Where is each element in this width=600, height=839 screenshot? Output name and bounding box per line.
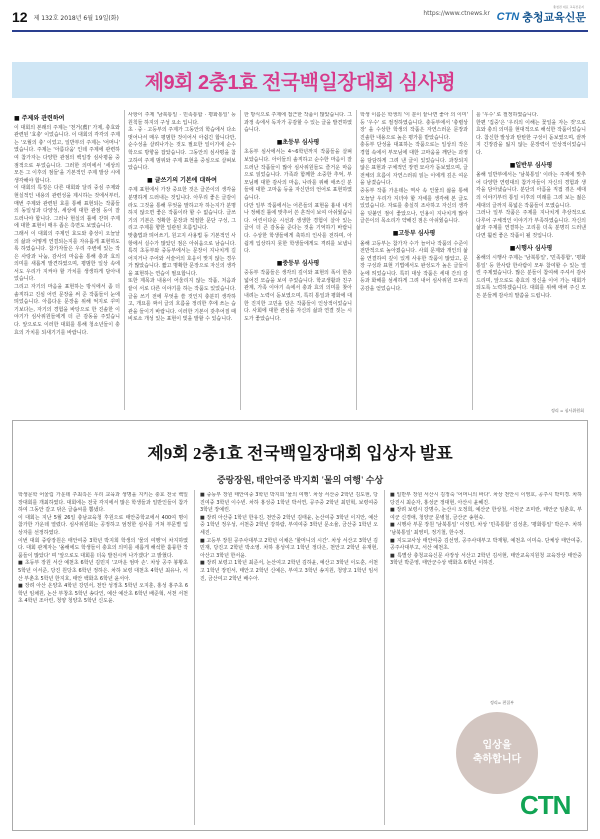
paragraph: 중등부 작품 가운데는 역사 속 인물의 삶을 통해 오늘날 우리가 지녀야 할 자세를 생각해 본 글도 있었습니다. 자료를 충실히 조사하고 자신의 생각을 덧붙인 점이 좋았으나, 인용이 지나치게 많아 글쓴이의 목소리가 약해진 점은 아쉬웠습니다. [360,187,468,225]
section-heading: ■ 주제와 관련하여 [14,115,65,122]
article2-headline: 제9회 2충1효 전국백일장대회 입상자 발표 [147,444,453,463]
article-headline-band [12,62,588,98]
brand-subtitle: 충청권 대표 교육전문지 [553,5,584,9]
article2-deck: 중랑장원, 태안여중 박지희 '물의 여행' 수상 [216,475,384,485]
brand-logo: CTN [496,11,520,23]
paragraph: 다만 일부 작품에서는 어른들의 표현을 흉내 내거나 정해진 틀에 맞추어 쓴 흔적이 보여 아쉬웠습니다. 어린이다운 시선과 생생한 경험이 살아 있는 글이 더 큰 감동을 준다는 것을 기억하기 바랍니다. 수상한 학생들에게 축하의 인사를 전하며, 아쉽게 입상하지 못한 학생들에게도 격려를 보냅니다. [244,202,352,255]
paragraph: 충등부 단성을 대표하는 작품으로는 일상의 작은 경험 속에서 부모님에 대한 고마움을 깨닫는 과정을 담담하게 그려 낸 글이 있었습니다. 과장되지 않은 표현과 구체적인 장면 묘사가 돋보였으며, 글 전체의 흐름이 자연스러워 읽는 이에게 깊은 여운을 남겼습니다. [360,142,468,187]
article1-credit: 정리 = 심사위원회 [551,408,584,413]
section-heading: ■ 글쓰기의 기본에 대하여 [147,176,217,184]
paragraph: 사항이 주제 '남북통일 · 민족통합 · 평화통일' 등 원칙들 하지의 구성 요소 입니다. [128,112,236,126]
paragraph: 한 방식으로 주제에 접근한 작품이 많았습니다. 그 과정 속에서 독자가 공감할 수 있는 글을 발견하였습니다. [244,112,352,134]
article1-column-2 [128,112,236,412]
paragraph: 이번 대회 중랑장원은 태안여중 3학년 박지희 학생의 '물의 여행'이 차지하였다. 대회 관계자는 '올해에도 학생들이 충효의 의미를 새롭게 해석한 훌륭한 작품들이 많았다' 며 '앞으로도 대회를 더욱 발전시켜 나가겠다' 고 밝혔다. [18,537,188,559]
column-divider [124,110,125,410]
column-divider [472,110,473,410]
brand-block [497,9,586,25]
paragraph: ■ 지도교사상 태안여중 김선영, 공주사대부고 박재형, 예천초 이미숙. 단체상 태안여중, 공주사대부고, 서산 예천초. [390,537,582,552]
column-divider [240,110,241,410]
badge-line-2: 축하합니다 [472,754,522,765]
paragraph: ■ 장려 보령시 강명수, 논산시 오정희, 예산군 한상철, 서천군 조미란, 태안군 임춘호, 부여군 신경애, 청양군 문병철, 금산군 송현숙. [390,507,582,521]
article1-column-1 [14,112,120,412]
column-divider [356,110,357,410]
badge-line-1: 입상을 [482,740,512,751]
paragraph: ■ 장려 아산중 1학년 한유진, 천안중 2학년 김태윤, 논산여중 3학년 이지안, 예산중 1학년 정우성, 서천중 2학년 강하람, 부여여중 3학년 문소율, 금산중 1학년 오세진. [200,514,378,536]
section-heading: ■시행사 심사평 [509,244,553,252]
ctn-logo: CTN [520,790,571,820]
issue-info: 제 132호 2018년 6월 19일(화) [33,14,119,22]
paragraph: 학생 이름은 학생의 '이 분이 끝나면 좋아 의 이미' 등 '우수' 로 절정하였습니다. 충등부에서 '충렬상장' 을 수상한 학생의 작품은 자연스러운 문장과 진솔한 내용으로 높은 평가를 받았습니다. [360,112,468,141]
paragraph: 그리고 자기의 마음을 표현하는 방식에서 좀 더 솔직하고 진심 어린 문장을 써 준 작품들이 눈에 띄었습니다. 아름다운 문장을 위해 억지로 꾸미기보다는, 자기의 경험을 바탕으로 한 진솔한 이야기가 심사위원들에게 더 큰 감동을 주었습니다. 앞으로도 이러한 대회를 통해 청소년들이 충효의 가치를 되새기기를 바랍니다. [14,284,120,336]
paragraph: ■ 특별상 충청교육신문 사장상 서산고 2학년 김서현, 태안교육지원청 교육장상 태안중 3학년 박준영, 태안군수상 백화초 6학년 이하진. [390,552,582,567]
paragraph: 초 · 중 · 고등부의 주제가 그동안의 학습에서 다소 벗어나서 매우 평범한 것이어서 아쉽긴 합니다만, 순수성을 살려나가는 것도 필요한 일이기에 순수 학으로 방향을 잡았습니다. 그동안의 심사평을 참고하여 주제 범위와 주제 표현을 중심으로 살펴보았습니다. [128,127,236,172]
paragraph: 올해의 시행사 주제는 '남북통일', '민족통합', '평화통일' 등 한사람 한사람이 모두 참여할 수 있는 열린 주제였습니다. 많은 분들이 참여해 주셔서 감사드리며, 앞으로도 충효의 정신을 이어 가는 대회가 되도록 노력하겠습니다. 대회를 위해 애써 주신 모든 분들께 감사의 말씀을 드립니다. [476,255,586,300]
article1-column-5 [476,112,586,412]
section-heading: ■중등부 심사평 [276,259,320,267]
site-url[interactable]: https://www.ctnews.kr [423,10,490,17]
paragraph: 그러나 일부 작품은 주제를 지나치게 추상적으로 다루어 구체적인 이야기가 부족하였습니다. 자신의 삶과 주제를 연결하는 고리를 더욱 분명히 드러낸다면 훨씬 좋은 작품이 될 것입니다. [476,210,586,239]
paragraph: ■ 고등부 장원 공주사대부고 2학년 이채은 '할머니의 시간'. 차상 서산고 3학년 김민재, 당진고 2학년 박소영. 차하 홍성여고 1학년 정다은, 천안고 2학년 유재현, 아산고 3학년 한서윤. [200,537,378,559]
paragraph: 주제 표현에서 가장 중요한 것은 글쓴이의 생각을 분명하게 드러내는 것입니다. 아무리 좋은 글감이라도 그것을 통해 무엇을 말하고자 하는지가 분명하지 않으면 좋은 작품이라 할 수 없습니다. 글쓰기의 기본은 정확한 문장과 적절한 문단 구성, 그리고 주제를 향한 일관된 흐름입니다. [128,187,236,232]
article2-column-3 [390,492,582,704]
article-headline: 제9회 2충1효 전국백일장대회 심사평 [144,71,456,94]
brand-name: 충청교육신문 [522,12,586,24]
article2-column-1 [18,492,188,822]
paragraph: 올해 고등부는 참가자 수가 늘어나 작품의 수준이 전반적으로 높아졌습니다. 사회 문제와 개인의 삶을 연결하여 깊이 있게 사유한 작품이 많았고, 문장 구성과 표현 기법에서도 완성도가 높은 글들이 눈에 띄었습니다. 특히 대상 작품은 세대 간의 갈등과 화해를 섬세하게 그려 내어 심사위원 모두의 공감을 얻었습니다. [360,240,468,293]
paragraph: ■ 장려 아산 온양초 4학년 강민서, 천안 성정초 5학년 오지훈, 홍성 홍주초 6학년 임채원, 논산 부창초 5학년 송다인, 예산 예산초 6학년 배준혁, 서천 서천초 4학년 조아린, 청양 청양초 5학년 신도윤. [18,583,188,605]
paragraph: ■ 장려 보령고 1학년 최준서, 논산여고 2학년 김하윤, 예산고 3학년 이도훈, 서천고 1학년 장민서, 태안고 2학년 신예은, 부여고 3학년 송지원, 청양고 1학년 임서진, 금산여고 2학년 배수아. [200,560,378,582]
article2-column-2 [200,492,378,822]
header-rule [12,30,588,32]
paragraph: 올해 일반부에서는 '남북통일' 이라는 주제에 맞추어 다양한 연령대의 참가자들이 자신의 경험과 생각을 담아냈습니다. 분단의 아픔을 직접 겪은 세대의 이야기부터 통일 이후의 미래를 그려 보는 젊은 세대의 글까지 폭넓은 작품들이 모였습니다. [476,172,586,209]
congratulations-badge [456,712,538,794]
paragraph: 그래서 이 대회의 주제인 효도와 충성이 오늘날의 삶과 어떻게 연결되는지를 자유롭게 표현하도록 하였습니다. 참가자들은 우리 주변에 있는 작은 사랑과 나눔, 감사의 마음을 통해 충과 효의 의미를 새롭게 발견하였으며, 평범한 일상 속에서도 우리가 지켜야 할 가치를 생생하게 담아내었습니다. [14,230,120,283]
paragraph: 학생문학 어울림 가운데 주최측은 우리 교육과 생명을 지키는 충효 전국 백일장대회를 개최하였다. 대회에는 전국 각지에서 많은 학생들과 일반인들이 참가하여 그동안 갈고 닦은 글솜씨를 뽐냈다. [18,492,188,514]
column-divider [384,490,385,825]
paragraph: 맞춤법과 띄어쓰기, 원고지 사용법 등 기본적인 사항에서 실수가 많았던 점은 아쉬움으로 남습니다. 특히 초등부와 중등부에서는 문장이 지나치게 길어지거나 주어와 서술어의 호응이 맞지 않는 경우가 많았습니다. 짧고 명확한 문장으로 자신의 생각을 표현하는 연습이 필요합니다. [128,232,236,277]
column-divider [194,490,195,825]
paragraph: ■ 시행사 부문 장원 '남북통일' 이정민, 차상 '민족통합' 김성훈, '평화통일' 박은주. 차하 '남북통일' 최영미, 정기철, 한수정. [390,522,582,536]
paragraph: ■ 일반부 장원 서산시 김정숙 '어머니의 바다'. 차상 천안시 이영호, 공주시 박미경. 차하 당진시 최순자, 홍성군 정대현, 아산시 윤혜진. [390,492,582,506]
section-heading: ■일반부 심사평 [509,161,553,169]
paragraph: 중등부 작품들은 생각의 깊이와 표현의 폭이 한층 넓어진 모습을 보여 주었습니다. 학교생활과 친구 관계, 가족 이야기 속에서 충과 효의 의미를 찾아내려는 노력이 돋보였으며, 특히 통일과 평화에 대한 진지한 고민을 담은 작품들이 인상적이었습니다. 사회에 대한 관심을 자신의 삶과 연결 짓는 시도가 좋았습니다. [244,270,352,322]
article2-credit: 정리= 편집부 [490,700,514,705]
page-number: 12 [12,9,28,25]
paragraph: 이 대회의 본래의 주제는 '천거(薦)' 가제, 충효와 관련된 '효충' 이었습니다. 이 대회의 각각의 주제는 '오월의 충' 이었고, 일반부의 주제는 '어머니' 였습니다. 주제는 '아름다움' 인데 주제에 관련하여 참가자는 다양한 관점의 백일장 심사평을 중점적으로 두었습니다. 그러한 의미에서 '세상의 모든 그 이후의 점들'을 기본적인 주제 발상 시에 생각해야 합니다. [14,124,120,184]
paragraph: 를 '우수' 로 절정하였습니다. [476,112,539,118]
paragraph: ■ 중등부 장원 태안여중 3학년 박지희 '물의 여행'. 차상 서산중 2학년 김도현, 당진여중 3학년 이수빈. 차하 홍성중 1학년 박서연, 공주중 2학년 최민혁, 보령여중 3학년 장예린. [200,492,378,514]
paragraph: 또한 제목과 내용이 어울리지 않는 작품, 처음과 끝이 서로 다른 이야기를 하는 작품도 있었습니다. 글을 쓰기 전에 무엇을 쓸 것인지 충분히 생각하고, 개요를 짜서 글의 흐름을 정리한 후에 쓰는 습관을 들이기 바랍니다. 이러한 기본이 갖추어질 때 비로소 개성 있는 표현이 빛을 발할 수 있습니다. [128,278,236,323]
paragraph: 한편 '집중'은 '우리의 이해는 꽃일을 자는 것'으로 효와 충의 의미를 현대적으로 해석한 작품이었습니다. 참신한 발상과 탄탄한 구성이 돋보였으며, 끝까지 긴장감을 잃지 않는 문장력이 인상적이었습니다. [476,119,586,156]
section-heading: ■고등부 심사평 [392,229,436,237]
article1-column-3 [244,112,352,412]
paragraph: 초등부 심사에서는 4~6학년까지 작품들을 살펴보았습니다. 아이들의 솔직하고 순수한 마음이 잘 드러난 작품들이 많아 심사위원들도 즐거운 마음으로 읽었습니다. 가족과 함께한 소중한 추억, 부모님께 대한 감사의 마음, 나라를 위해 애쓰신 분들에 대한 고마움 등을 자신만의 언어로 표현하였습니다. [244,149,352,201]
paragraph: 이 대회의 특징은 다른 대회와 달리 중심 주제와 현실적인 내용의 관련성을 제시하는 것에서부터, 매번 주제와 관련된 효를 통해 표현되는 작품들의 동일성과 다양성, 세상에 대한 관점 등이 잘 드러나야 합니다. 그러나 현실의 틀에 갇혀 주제에 대한 표현이 매우 좁은 측면도 보였습니다. [14,185,120,230]
article1-column-4 [360,112,468,412]
paragraph: ■ 초등부 장원 서산 예천초 6학년 김민지 '고마운 엄마 손'. 차상 공주 봉황초 5학년 이서준, 당진 원당초 6학년 정하은. 차하 보령 대천초 4학년 최유나, 서산 부춘초 5학년 한지호, 태안 백화초 6학년 윤서아. [18,560,188,582]
paragraph: 이 대회는 지난 5월 26일 충남교육청 후원으로 태안중학교에서 400여 명이 참가한 가운데 열렸다. 심사위원회는 공정하고 엄정한 심사를 거쳐 부문별 입상자를 선정하였다. [18,514,188,536]
section-heading: ■초등부 심사평 [276,138,320,146]
